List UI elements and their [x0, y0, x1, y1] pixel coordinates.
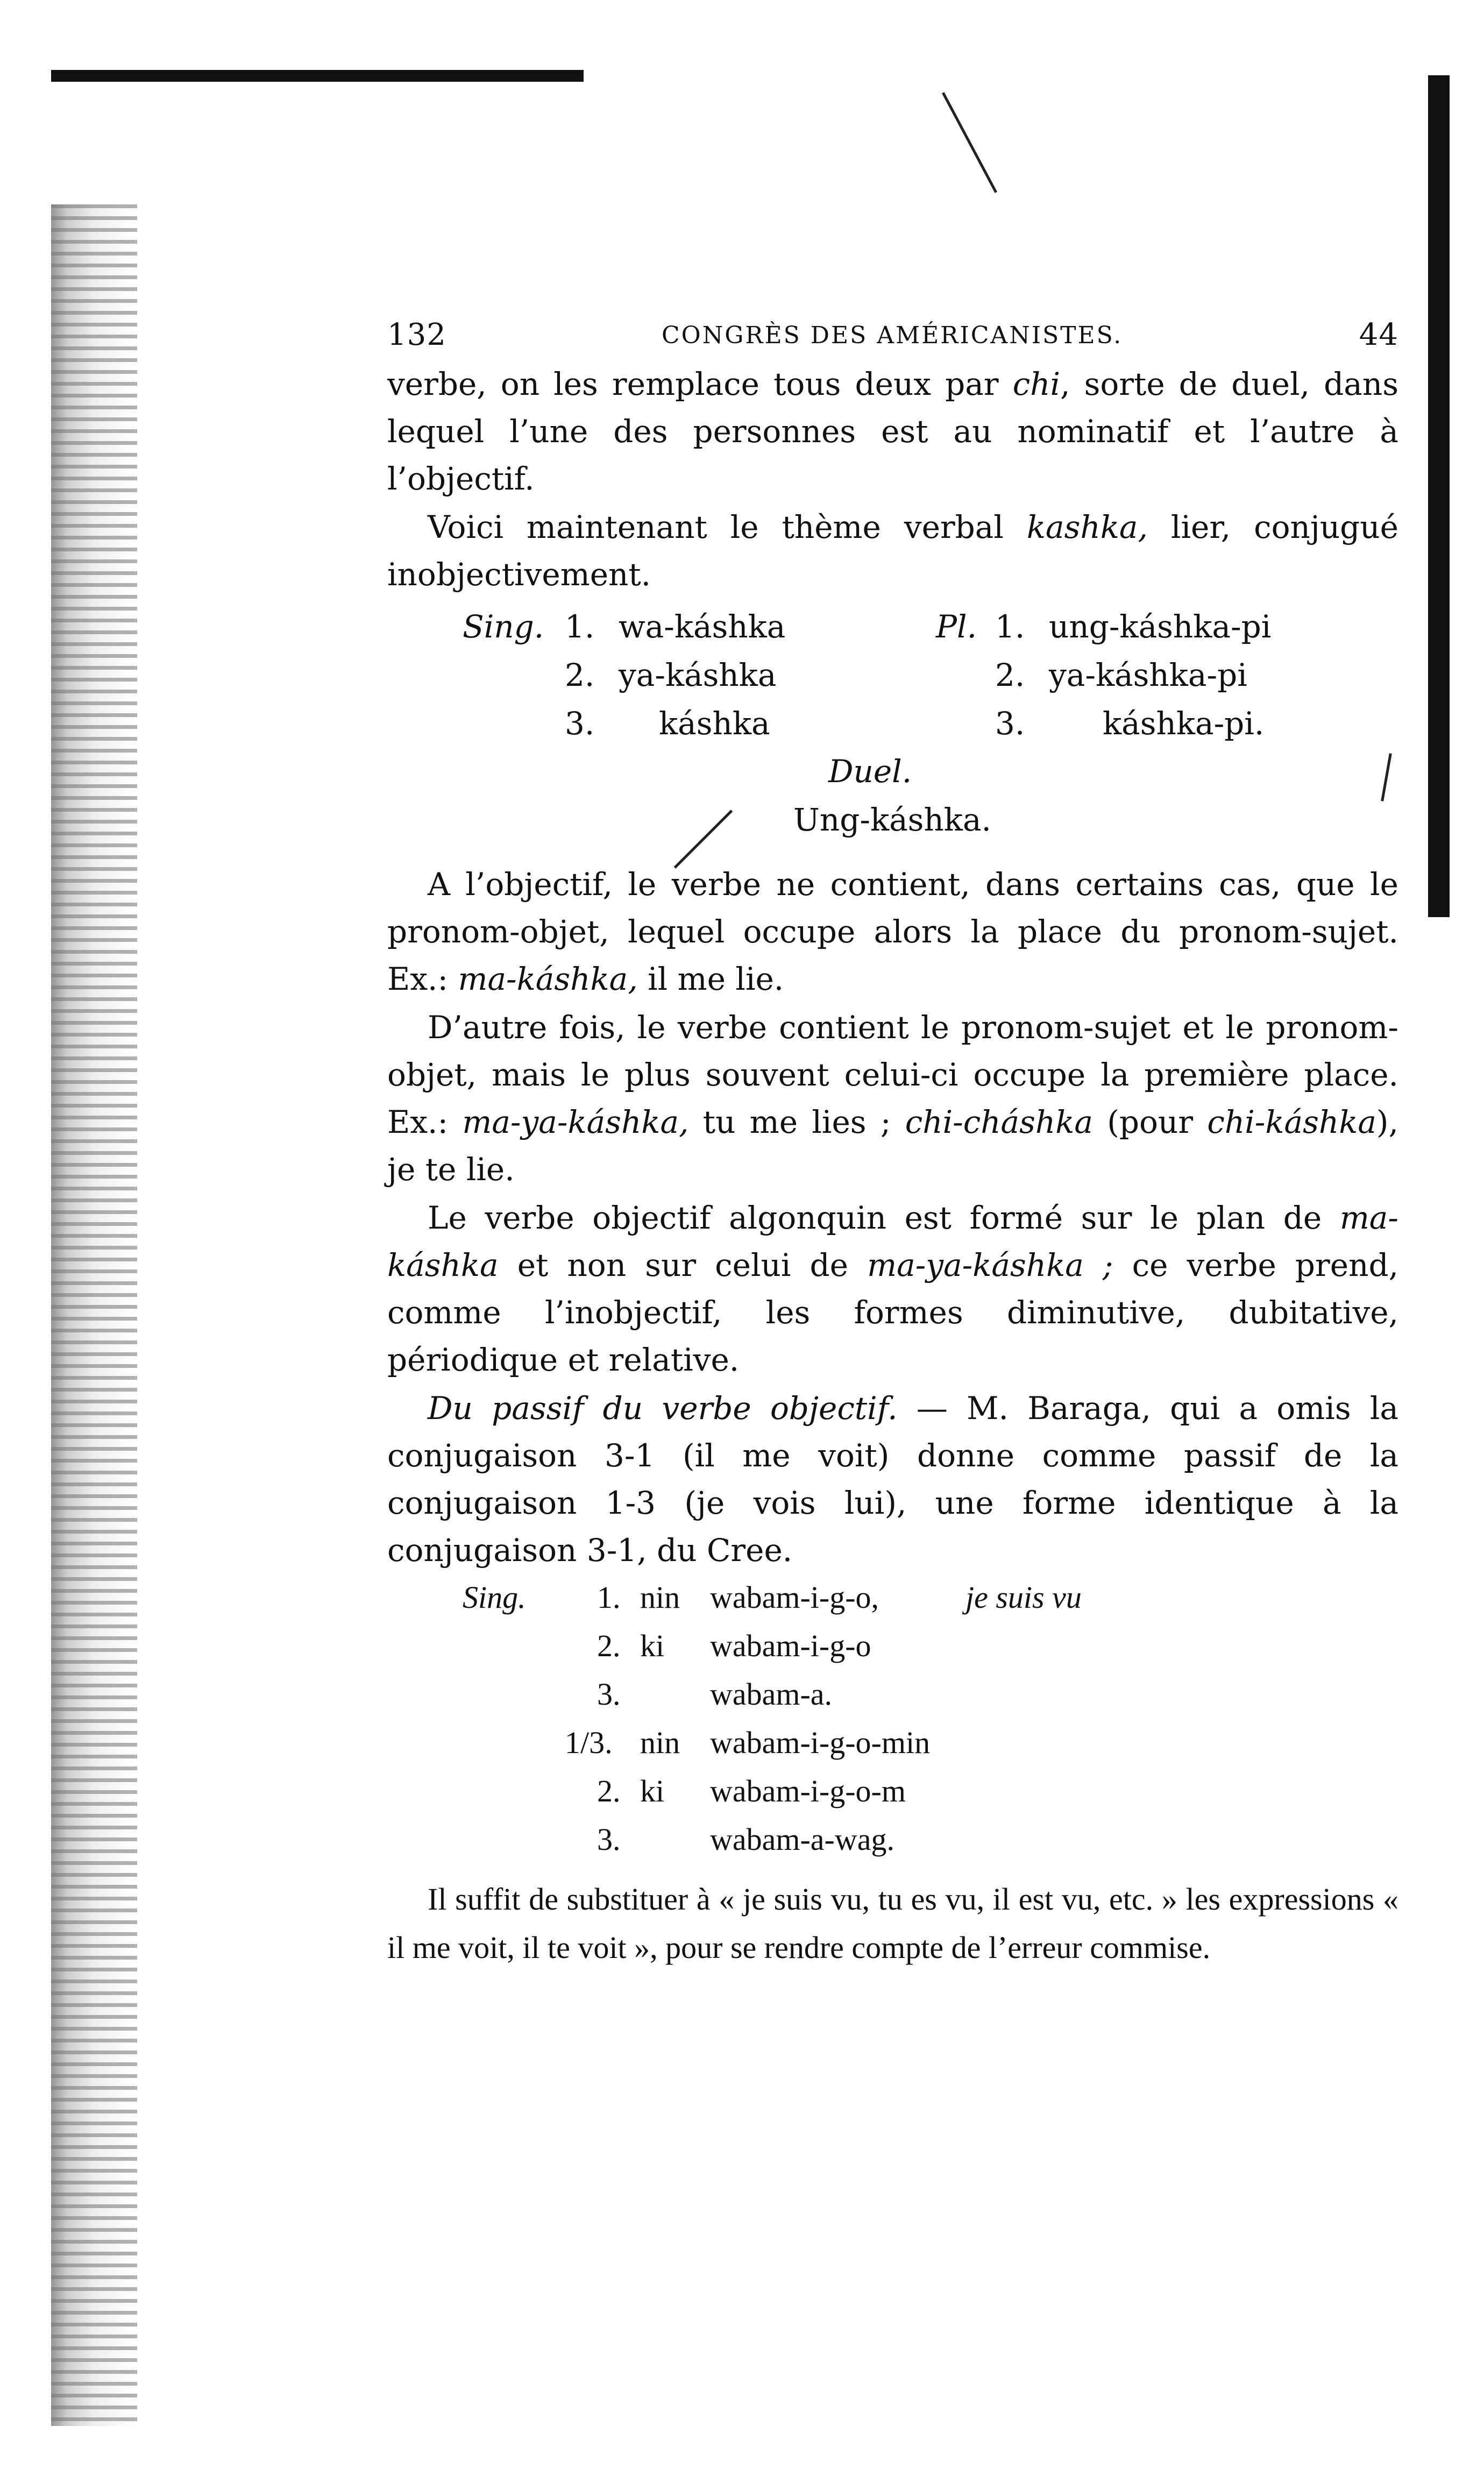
singular-label: Sing.: [463, 1580, 526, 1615]
verb-form: wabam-i-g-o-min: [710, 1725, 931, 1760]
person-number: 3.: [597, 1822, 621, 1857]
text-run: (pour: [1092, 1104, 1208, 1140]
text-run-italic: kashka,: [1026, 509, 1148, 545]
paragraph-7: [387, 1875, 1398, 1972]
person-number: 3.: [995, 705, 1025, 742]
person-number: 1.: [597, 1580, 621, 1615]
person-number: 1/3.: [565, 1725, 613, 1760]
text-run-italic: ma-ya-káshka,: [462, 1104, 689, 1140]
dual-label: Duel.: [828, 753, 912, 790]
verb-form: káshka: [659, 705, 770, 742]
pencil-mark: [942, 92, 997, 193]
scan-top-bar: [51, 70, 584, 82]
pronoun: ki: [640, 1773, 665, 1808]
pronoun: nin: [640, 1725, 680, 1760]
text-run-italic: ma-ya-káshka ;: [867, 1247, 1113, 1283]
text-run: tu me lies ;: [688, 1104, 905, 1140]
passive-conjugation-table: [387, 1579, 1398, 1870]
passive-row: [387, 1773, 1398, 1821]
pronoun: nin: [640, 1580, 680, 1615]
text-run: A l’objectif, le verbe ne contient, dans certains cas, que le pronom-objet, lequel occupe alors la place du pronom-sujet. Ex.:: [387, 866, 1398, 997]
verb-form: ya-káshka: [619, 657, 777, 693]
scan-right-bar: [1428, 75, 1450, 917]
paragraph-4: [387, 1004, 1398, 1193]
pronoun: ki: [640, 1628, 665, 1663]
text-run: , sorte de duel, dans lequel l’une des personnes est au nominatif et l’autre à l’objectif.: [387, 366, 1398, 497]
verb-form: wabam-i-g-o: [710, 1628, 871, 1663]
verb-form: ya-káshka-pi: [1049, 657, 1247, 693]
scan-left-edge: [51, 204, 137, 2426]
text-run-italic: ma-káshka,: [458, 961, 638, 997]
paragraph-6: [387, 1385, 1398, 1574]
passive-row: [387, 1628, 1398, 1676]
text-run: D’autre fois, le verbe contient le pronom-sujet et le pronom-objet, mais le plus souvent celui-ci occupe la première place. Ex.:: [387, 1009, 1398, 1140]
section-heading-italic: Du passif du verbe objectif.: [428, 1390, 898, 1427]
conjugation-table: [387, 602, 1398, 748]
running-head-title: CONGRÈS DES AMÉRICANISTES.: [662, 322, 1123, 349]
page-number-right: 44: [1359, 317, 1398, 352]
verb-form: wabam-i-g-o,: [710, 1580, 879, 1615]
text-run-italic: chi: [1012, 366, 1061, 402]
text-run-italic: ma-káshka: [387, 1200, 1398, 1283]
paragraph-3: [387, 861, 1398, 1003]
verb-form: ung-káshka-pi: [1049, 608, 1272, 645]
person-number: 2.: [565, 657, 595, 693]
passive-row: [387, 1579, 1398, 1628]
person-number: 3.: [597, 1677, 621, 1712]
text-run: verbe, on les remplace tous deux par: [387, 366, 1013, 402]
paragraph-2: [387, 503, 1398, 598]
passive-row: [387, 1676, 1398, 1725]
person-number: 1.: [565, 608, 595, 645]
plural-label: Pl.: [936, 608, 977, 645]
running-head: [387, 312, 1398, 360]
verb-form: káshka-pi.: [1103, 705, 1265, 742]
page: [387, 312, 1398, 1972]
text-run: il me lie.: [637, 961, 784, 997]
text-run: Il suffit de substituer à « je suis vu, tu es vu, il est vu, etc. » les expressions « il me voit, il te voit », pour se rendre compte de l’erreur commise.: [387, 1882, 1398, 1965]
paragraph-5: [387, 1194, 1398, 1384]
page-number-left: 132: [387, 317, 446, 352]
passive-row: [387, 1821, 1398, 1870]
person-number: 1.: [995, 608, 1025, 645]
verb-form: wabam-i-g-o-m: [710, 1773, 906, 1808]
text-run: Voici maintenant le thème verbal: [428, 509, 1027, 545]
text-run: Le verbe objectif algonquin est formé sur le plan de: [428, 1200, 1340, 1236]
text-run-italic: chi-káshka: [1207, 1104, 1376, 1140]
person-number: 3.: [565, 705, 595, 742]
verb-form: wa-káshka: [619, 608, 786, 645]
dual-form: Ung-káshka.: [793, 801, 991, 838]
person-number: 2.: [995, 657, 1025, 693]
person-number: 2.: [597, 1773, 621, 1808]
text-run-italic: chi-cháshka: [905, 1104, 1093, 1140]
text-run: ), je te lie.: [387, 1104, 1398, 1188]
passive-row: [387, 1725, 1398, 1773]
text-run: ce verbe prend, comme l’inobjectif, les formes diminutive, dubitative, périodique et relative.: [387, 1247, 1399, 1378]
text-run: — M. Baraga, qui a omis la conjugaison 3-1 (il me voit) donne comme passif de la conjugaison 1-3 (je vois lui), une forme identique à la conjugaison 3-1, du Cree.: [387, 1390, 1398, 1569]
dual-block: [387, 748, 1398, 861]
verb-form: wabam-a.: [710, 1677, 833, 1712]
text-run: et non sur celui de: [498, 1247, 868, 1283]
gloss: je suis vu: [965, 1580, 1082, 1615]
text-run: lier, conjugué inobjectivement.: [387, 509, 1398, 593]
verb-form: wabam-a-wag.: [710, 1822, 894, 1857]
person-number: 2.: [597, 1628, 621, 1663]
paragraph-1: [387, 360, 1398, 502]
singular-label: Sing.: [463, 608, 544, 645]
